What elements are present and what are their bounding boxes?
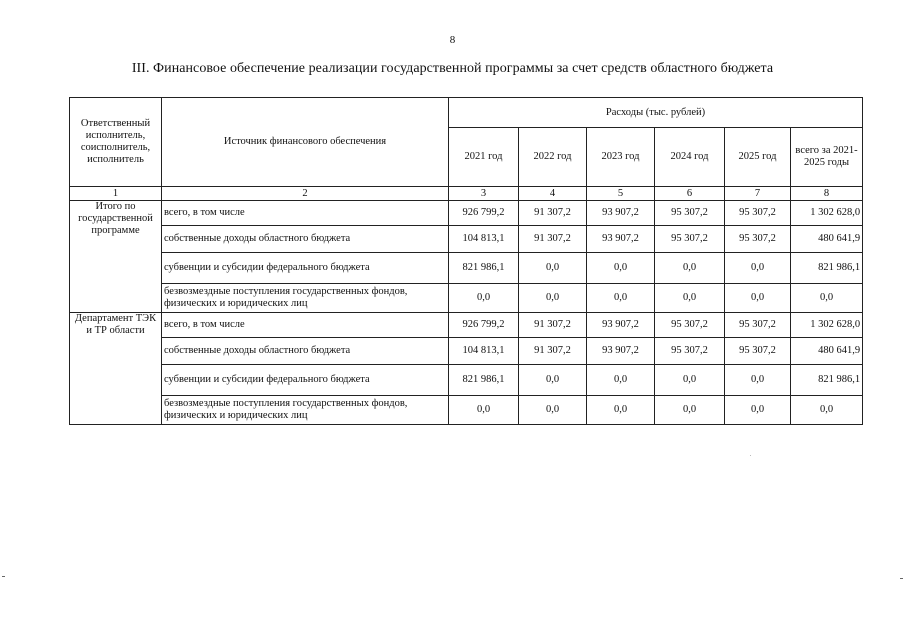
- table-row: [70, 284, 863, 313]
- table-row: [70, 338, 863, 365]
- total-cell: 1 302 628,0: [791, 313, 863, 338]
- year-header: 2021 год: [449, 128, 519, 187]
- executor-cell: Департамент ТЭК и ТР области: [70, 313, 162, 425]
- table-row: [70, 226, 863, 253]
- column-index: 4: [519, 187, 587, 201]
- header-row: [70, 98, 863, 128]
- source-cell: безвозмездные поступления государственных фондов, физических и юридических лиц: [162, 284, 449, 313]
- value-cell: 0,0: [449, 284, 519, 313]
- value-cell: 91 307,2: [519, 338, 587, 365]
- value-cell: 0,0: [725, 253, 791, 284]
- total-cell: 0,0: [791, 396, 863, 425]
- value-cell: 93 907,2: [587, 201, 655, 226]
- year-header: 2023 год: [587, 128, 655, 187]
- column-index: 1: [70, 187, 162, 201]
- value-cell: 821 986,1: [449, 253, 519, 284]
- value-cell: 91 307,2: [519, 201, 587, 226]
- source-cell: собственные доходы областного бюджета: [162, 338, 449, 365]
- column-index: 5: [587, 187, 655, 201]
- executor-header: Ответственный исполнитель, соисполнитель, исполнитель: [70, 98, 162, 187]
- value-cell: 0,0: [725, 284, 791, 313]
- value-cell: 0,0: [655, 284, 725, 313]
- value-cell: 104 813,1: [449, 226, 519, 253]
- column-index: 7: [725, 187, 791, 201]
- value-cell: 93 907,2: [587, 226, 655, 253]
- column-index: 2: [162, 187, 449, 201]
- year-header: 2024 год: [655, 128, 725, 187]
- table-row: [70, 365, 863, 396]
- table-row: [70, 313, 863, 338]
- value-cell: 95 307,2: [725, 338, 791, 365]
- scan-artifact: [2, 576, 5, 577]
- source-cell: безвозмездные поступления государственных фондов, физических и юридических лиц: [162, 396, 449, 425]
- value-cell: 95 307,2: [655, 313, 725, 338]
- total-cell: 480 641,9: [791, 226, 863, 253]
- executor-cell: Итого по государственной программе: [70, 201, 162, 313]
- source-cell: всего, в том числе: [162, 313, 449, 338]
- year-header: 2025 год: [725, 128, 791, 187]
- value-cell: 95 307,2: [725, 313, 791, 338]
- value-cell: 926 799,2: [449, 313, 519, 338]
- total-cell: 480 641,9: [791, 338, 863, 365]
- value-cell: 0,0: [519, 253, 587, 284]
- value-cell: 0,0: [587, 253, 655, 284]
- total-header: всего за 2021-2025 годы: [791, 128, 863, 187]
- value-cell: 0,0: [449, 396, 519, 425]
- value-cell: 91 307,2: [519, 313, 587, 338]
- table-row: [70, 201, 863, 226]
- table-row: [70, 396, 863, 425]
- total-cell: 821 986,1: [791, 253, 863, 284]
- value-cell: 95 307,2: [725, 201, 791, 226]
- value-cell: 91 307,2: [519, 226, 587, 253]
- total-cell: 821 986,1: [791, 365, 863, 396]
- value-cell: 104 813,1: [449, 338, 519, 365]
- value-cell: 0,0: [587, 284, 655, 313]
- section-title: III. Финансовое обеспечение реализации государственной программы за счет средств областного бюджета: [131, 61, 774, 76]
- total-cell: 1 302 628,0: [791, 201, 863, 226]
- total-cell: 0,0: [791, 284, 863, 313]
- table-row: [70, 253, 863, 284]
- year-header: 2022 год: [519, 128, 587, 187]
- value-cell: 0,0: [655, 365, 725, 396]
- value-cell: 0,0: [587, 396, 655, 425]
- value-cell: 0,0: [519, 284, 587, 313]
- value-cell: 0,0: [655, 253, 725, 284]
- value-cell: 93 907,2: [587, 313, 655, 338]
- column-index-row: [70, 187, 863, 201]
- source-cell: субвенции и субсидии федерального бюджета: [162, 365, 449, 396]
- scan-artifact: [750, 455, 751, 456]
- value-cell: 0,0: [519, 365, 587, 396]
- value-cell: 95 307,2: [725, 226, 791, 253]
- value-cell: 0,0: [725, 365, 791, 396]
- expenses-header: Расходы (тыс. рублей): [449, 98, 863, 128]
- scan-artifact: [900, 578, 903, 579]
- source-cell: субвенции и субсидии федерального бюджета: [162, 253, 449, 284]
- value-cell: 93 907,2: [587, 338, 655, 365]
- column-index: 6: [655, 187, 725, 201]
- value-cell: 0,0: [725, 396, 791, 425]
- value-cell: 95 307,2: [655, 226, 725, 253]
- column-index: 8: [791, 187, 863, 201]
- source-header: Источник финансового обеспечения: [162, 98, 449, 187]
- value-cell: 926 799,2: [449, 201, 519, 226]
- page-number: 8: [449, 34, 456, 46]
- value-cell: 0,0: [519, 396, 587, 425]
- source-cell: всего, в том числе: [162, 201, 449, 226]
- value-cell: 0,0: [655, 396, 725, 425]
- column-index: 3: [449, 187, 519, 201]
- value-cell: 821 986,1: [449, 365, 519, 396]
- financing-table: [69, 97, 863, 425]
- value-cell: 95 307,2: [655, 201, 725, 226]
- value-cell: 0,0: [587, 365, 655, 396]
- source-cell: собственные доходы областного бюджета: [162, 226, 449, 253]
- value-cell: 95 307,2: [655, 338, 725, 365]
